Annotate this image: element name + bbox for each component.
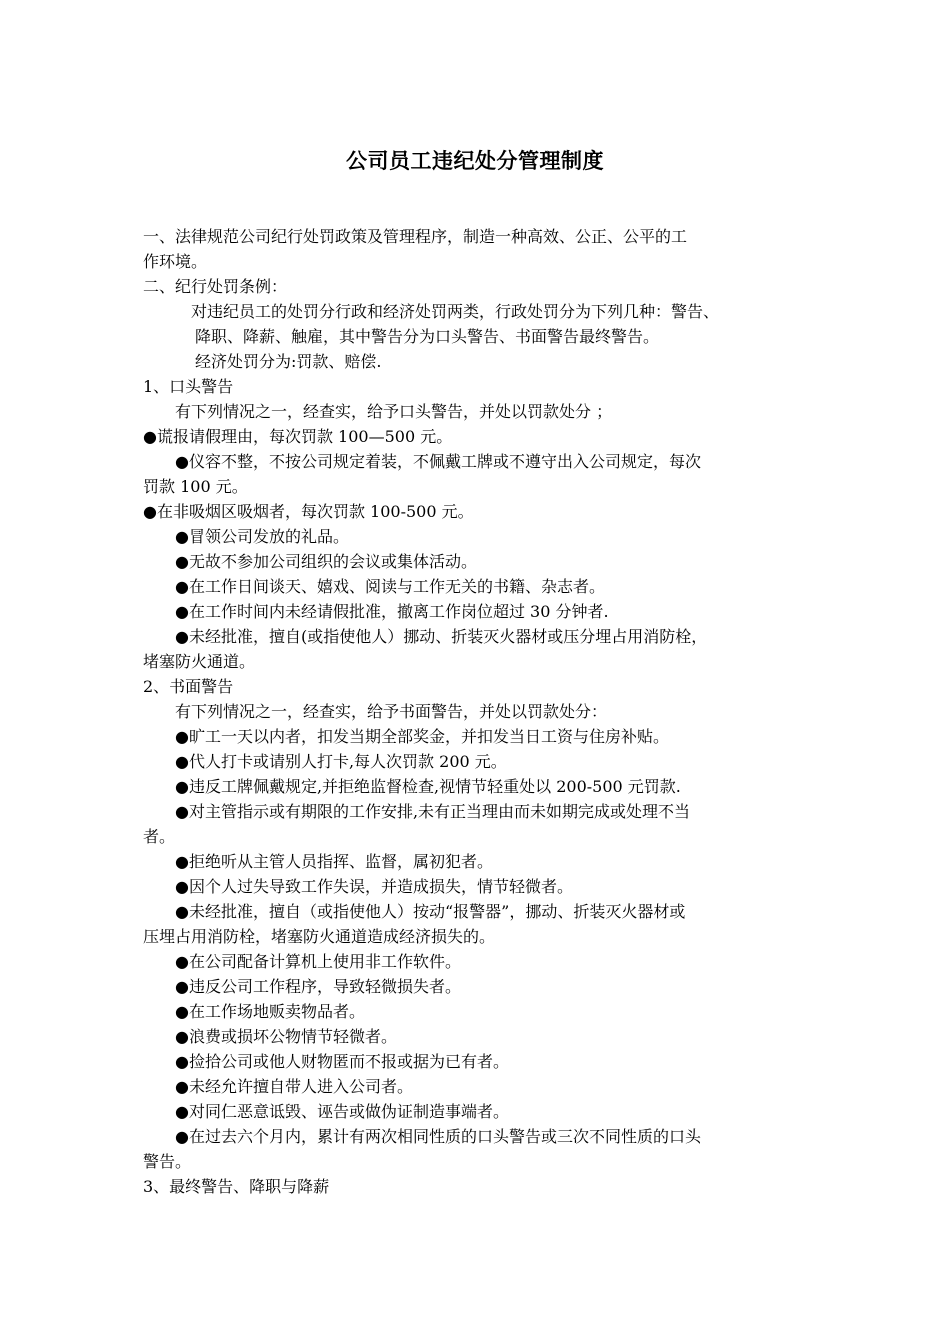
- list-item: ●未经允许擅自带人进入公司者。: [175, 1077, 413, 1096]
- list-item: ●在过去六个月内，累计有两次相同性质的口头警告或三次不同性质的口头: [175, 1127, 701, 1146]
- list-item: ●冒领公司发放的礼品。: [175, 527, 349, 546]
- list-item: ●拒绝听从主管人员指挥、监督，属初犯者。: [175, 852, 493, 871]
- list-item: ●在工作日间谈天、嬉戏、阅读与工作无关的书籍、杂志者。: [175, 577, 605, 596]
- paragraph-line: 降职、降薪、触雇，其中警告分为口头警告、书面警告最终警告。: [195, 327, 660, 346]
- document-body: [143, 224, 823, 1199]
- list-item-continuation: 压埋占用消防栓，堵塞防火通道造成经济损失的。: [143, 927, 496, 946]
- list-item: ●捡拾公司或他人财物匿而不报或据为已有者。: [175, 1052, 509, 1071]
- list-item: ●未经批准，擅自(或指使他人）挪动、折装灭火器材或压分埋占用消防栓，: [175, 627, 708, 646]
- list-item-continuation: 警告。: [143, 1152, 192, 1171]
- paragraph-line: 对违纪员工的处罚分行政和经济处罚两类，行政处罚分为下列几种：警告、: [191, 302, 720, 321]
- paragraph-line: 有下列情况之一，经查实，给予口头警告，并处以罚款处分 ；: [175, 402, 613, 421]
- list-item: ●浪费或损坏公物情节轻微者。: [175, 1027, 397, 1046]
- list-item: ●在非吸烟区吸烟者，每次罚款 100-500 元。: [143, 502, 474, 521]
- list-item: ●在工作场地贩卖物品者。: [175, 1002, 365, 1021]
- document-title: 公司员工违纪处分管理制度: [346, 148, 604, 173]
- list-item: ●代人打卡或请别人打卡,每人次罚款 200 元。: [175, 752, 507, 771]
- list-item: ●对同仁恶意诋毁、诬告或做伪证制造事端者。: [175, 1102, 509, 1121]
- paragraph-line: 作环境。: [143, 252, 208, 271]
- section-heading: 3、最终警告、降职与降薪: [143, 1177, 330, 1196]
- section-heading: 2、书面警告: [143, 677, 234, 696]
- list-item: ●因个人过失导致工作失误，并造成损失，情节轻微者。: [175, 877, 573, 896]
- paragraph-line: 一、法律规范公司纪行处罚政策及管理程序，制造一种高效、公正、公平的工: [143, 227, 688, 246]
- list-item: ●在公司配备计算机上使用非工作软件。: [175, 952, 461, 971]
- list-item: ●违反公司工作程序，导致轻微损失者。: [175, 977, 461, 996]
- list-item: ●旷工一天以内者，扣发当期全部奖金，并扣发当日工资与住房补贴。: [175, 727, 669, 746]
- list-item-continuation: 堵塞防火通道。: [143, 652, 256, 671]
- list-item: ●违反工牌佩戴规定,并拒绝监督检查,视情节轻重处以 200-500 元罚款.: [175, 777, 681, 796]
- list-item: ●未经批准，擅自（或指使他人）按动“报警器”，挪动、折装灭火器材或: [175, 902, 686, 921]
- section-heading: 二、纪行处罚条例：: [143, 277, 288, 296]
- paragraph-line: 经济处罚分为:罚款、赔偿.: [195, 352, 382, 371]
- list-item: ●对主管指示或有期限的工作安排,未有正当理由而未如期完成或处理不当: [175, 802, 691, 821]
- paragraph-line: 有下列情况之一，经查实，给予书面警告，并处以罚款处分：: [175, 702, 608, 721]
- list-item: ●仪容不整，不按公司规定着装，不佩戴工牌或不遵守出入公司规定，每次: [175, 452, 701, 471]
- list-item: ●无故不参加公司组织的会议或集体活动。: [175, 552, 477, 571]
- section-heading: 1、口头警告: [143, 377, 234, 396]
- list-item: ●在工作时间内未经请假批准，撤离工作岗位超过 30 分钟者.: [175, 602, 609, 621]
- list-item-continuation: 者。: [143, 827, 176, 846]
- list-item-continuation: 罚款 100 元。: [143, 477, 248, 496]
- list-item: ●谎报请假理由，每次罚款 100—500 元。: [143, 427, 453, 446]
